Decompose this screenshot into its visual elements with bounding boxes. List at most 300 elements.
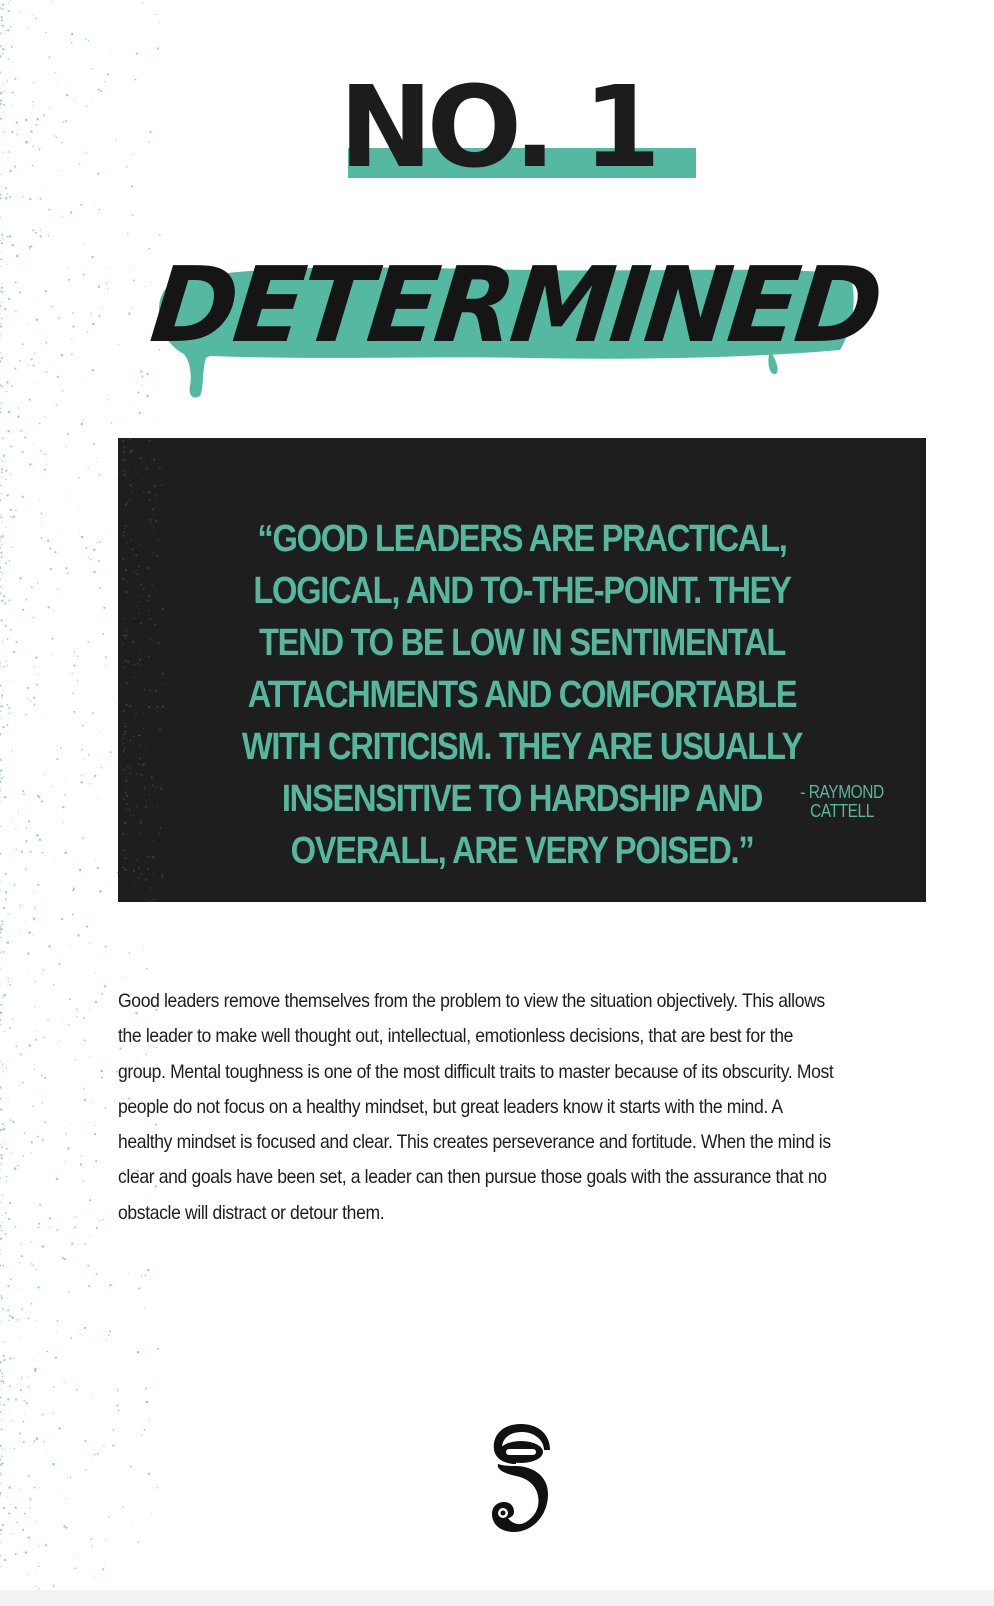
edge-dot xyxy=(129,768,130,769)
speckle-dot xyxy=(108,1334,110,1336)
speckle-dot xyxy=(0,7,1,9)
edge-dot xyxy=(133,736,135,738)
speckle-dot xyxy=(45,290,47,292)
speckle-dot xyxy=(8,599,10,601)
speckle-dot xyxy=(99,209,100,210)
speckle-dot xyxy=(0,352,1,353)
speckle-dot xyxy=(45,1544,47,1546)
speckle-dot xyxy=(21,1377,22,1378)
speckle-dot xyxy=(57,589,58,590)
speckle-dot xyxy=(9,1027,11,1029)
speckle-dot xyxy=(0,499,1,501)
speckle-dot xyxy=(2,302,3,303)
edge-dot xyxy=(148,491,150,493)
speckle-dot xyxy=(116,1404,118,1406)
edge-dot xyxy=(139,833,140,834)
edge-dot xyxy=(127,660,129,662)
edge-dot xyxy=(150,887,152,889)
speckle-dot xyxy=(38,1588,40,1590)
speckle-dot xyxy=(111,49,112,50)
edge-dot xyxy=(123,537,124,538)
edge-dot xyxy=(133,617,135,619)
speckle-dot xyxy=(52,1,53,2)
speckle-dot xyxy=(140,370,142,372)
edge-dot xyxy=(130,439,132,441)
speckle-dot xyxy=(0,586,1,588)
speckle-dot xyxy=(39,500,40,501)
speckle-dot xyxy=(0,334,1,335)
speckle-dot xyxy=(1,386,3,388)
speckle-dot xyxy=(59,963,61,965)
speckle-dot xyxy=(10,1279,12,1281)
speckle-dot xyxy=(7,1285,9,1287)
edge-dot xyxy=(140,652,141,653)
speckle-dot xyxy=(2,572,3,573)
speckle-dot xyxy=(52,1413,53,1414)
speckle-dot xyxy=(9,712,11,714)
speckle-dot xyxy=(77,1555,78,1556)
edge-dot xyxy=(157,711,158,712)
speckle-dot xyxy=(8,10,10,12)
speckle-dot xyxy=(52,638,54,640)
speckle-dot xyxy=(73,1217,74,1218)
speckle-dot xyxy=(68,279,70,281)
speckle-dot xyxy=(53,1585,55,1587)
speckle-dot xyxy=(11,1152,12,1153)
speckle-dot xyxy=(146,968,147,969)
edge-dot xyxy=(130,451,132,453)
speckle-dot xyxy=(1,920,3,922)
speckle-dot xyxy=(44,1077,46,1079)
speckle-dot xyxy=(46,1452,47,1453)
speckle-dot xyxy=(0,968,1,969)
speckle-dot xyxy=(133,279,135,281)
speckle-dot xyxy=(0,1411,1,1413)
speckle-dot xyxy=(31,1303,33,1305)
edge-dot xyxy=(127,756,128,757)
speckle-dot xyxy=(72,325,74,327)
speckle-dot xyxy=(64,781,65,782)
speckle-dot xyxy=(0,326,2,328)
speckle-dot xyxy=(19,1262,20,1263)
speckle-dot xyxy=(57,1320,59,1322)
speckle-dot xyxy=(0,1019,1,1021)
speckle-dot xyxy=(9,1357,11,1359)
edge-dot xyxy=(122,578,124,580)
speckle-dot xyxy=(114,1282,115,1283)
edge-dot xyxy=(148,794,150,796)
speckle-dot xyxy=(94,859,95,860)
speckle-dot xyxy=(9,680,10,681)
speckle-dot xyxy=(62,216,63,217)
edge-dot xyxy=(153,659,154,660)
page-title-text: DETERMINED xyxy=(145,244,885,366)
edge-dot xyxy=(133,677,135,679)
edge-dot xyxy=(127,697,128,698)
edge-dot xyxy=(136,546,137,547)
speckle-dot xyxy=(94,1576,95,1577)
edge-dot xyxy=(161,874,163,876)
speckle-dot xyxy=(0,560,1,561)
speckle-dot xyxy=(99,587,101,589)
speckle-dot xyxy=(0,1015,1,1016)
speckle-dot xyxy=(68,1024,70,1026)
speckle-dot xyxy=(11,931,12,932)
speckle-dot xyxy=(90,1009,91,1010)
edge-dot xyxy=(126,766,127,767)
speckle-dot xyxy=(56,1229,58,1231)
speckle-dot xyxy=(3,1507,5,1509)
edge-dot xyxy=(148,595,150,597)
edge-dot xyxy=(161,885,162,886)
speckle-dot xyxy=(10,984,12,986)
speckle-dot xyxy=(151,1514,152,1515)
speckle-dot xyxy=(3,1355,5,1357)
edge-dot xyxy=(123,666,125,668)
edge-dot xyxy=(128,477,129,478)
speckle-dot xyxy=(106,283,107,284)
speckle-dot xyxy=(113,1429,115,1431)
speckle-dot xyxy=(36,383,37,384)
edge-dot xyxy=(130,685,131,686)
speckle-dot xyxy=(80,204,82,206)
speckle-dot xyxy=(3,455,5,457)
speckle-dot xyxy=(73,651,75,653)
edge-dot xyxy=(143,467,144,468)
edge-dot xyxy=(148,499,150,501)
speckle-dot xyxy=(54,859,55,860)
speckle-dot xyxy=(4,308,6,310)
speckle-dot xyxy=(23,1441,25,1443)
speckle-dot xyxy=(99,890,102,893)
speckle-dot xyxy=(96,542,98,544)
speckle-dot xyxy=(89,1056,90,1057)
speckle-dot xyxy=(0,45,1,47)
speckle-dot xyxy=(88,557,89,558)
edge-dot xyxy=(137,606,138,607)
speckle-dot xyxy=(1,923,3,925)
edge-dot xyxy=(146,800,147,801)
speckle-dot xyxy=(33,365,35,367)
edge-dot xyxy=(149,638,151,640)
edge-dot xyxy=(148,656,150,658)
speckle-dot xyxy=(0,890,1,891)
speckle-dot xyxy=(0,1061,1,1062)
speckle-dot xyxy=(91,256,93,258)
speckle-dot xyxy=(47,540,49,542)
speckle-dot xyxy=(64,1382,65,1383)
speckle-dot xyxy=(49,1218,51,1220)
speckle-dot xyxy=(86,926,88,928)
speckle-dot xyxy=(21,1255,23,1257)
speckle-dot xyxy=(37,583,38,584)
speckle-dot xyxy=(26,1402,28,1404)
speckle-dot xyxy=(24,436,26,438)
edge-dot xyxy=(124,473,126,475)
edge-dot xyxy=(154,624,156,626)
edge-dot xyxy=(138,867,140,869)
speckle-dot xyxy=(8,411,10,413)
speckle-dot xyxy=(5,479,7,481)
edge-dot xyxy=(123,515,124,516)
speckle-dot xyxy=(17,1165,19,1167)
speckle-dot xyxy=(2,1123,4,1125)
speckle-dot xyxy=(0,925,1,927)
speckle-dot xyxy=(97,1453,99,1455)
speckle-dot xyxy=(99,474,101,476)
speckle-dot xyxy=(16,255,19,258)
speckle-dot xyxy=(0,239,1,241)
edge-dot xyxy=(148,706,150,708)
speckle-dot xyxy=(75,1567,77,1569)
edge-dot xyxy=(122,866,124,868)
speckle-dot xyxy=(46,371,47,372)
edge-dot xyxy=(125,438,126,439)
speckle-dot xyxy=(84,1327,86,1329)
edge-dot xyxy=(134,815,135,816)
edge-dot xyxy=(145,878,147,880)
edge-dot xyxy=(123,634,125,636)
speckle-dot xyxy=(7,1309,9,1311)
speckle-dot xyxy=(108,1516,110,1518)
speckle-dot xyxy=(34,1005,35,1006)
speckle-dot xyxy=(35,981,36,982)
speckle-dot xyxy=(2,961,3,962)
speckle-dot xyxy=(8,981,9,982)
speckle-dot xyxy=(10,256,11,257)
edge-dot xyxy=(143,763,145,765)
edge-dot xyxy=(158,642,160,644)
speckle-dot xyxy=(49,548,51,550)
speckle-dot xyxy=(14,367,16,369)
speckle-dot xyxy=(11,385,13,387)
edge-dot xyxy=(141,873,143,875)
speckle-dot xyxy=(96,1273,98,1275)
speckle-dot xyxy=(27,952,30,955)
speckle-dot xyxy=(90,1538,92,1540)
speckle-dot xyxy=(0,619,2,621)
speckle-dot xyxy=(1,19,3,21)
speckle-dot xyxy=(25,1551,28,1554)
speckle-dot xyxy=(93,549,95,551)
speckle-dot xyxy=(19,1432,21,1434)
speckle-dot xyxy=(49,1227,50,1228)
speckle-dot xyxy=(95,972,96,973)
speckle-dot xyxy=(13,1358,14,1359)
speckle-dot xyxy=(10,516,12,518)
speckle-dot xyxy=(29,1376,30,1377)
speckle-dot xyxy=(3,1409,4,1410)
speckle-dot xyxy=(57,750,58,751)
speckle-dot xyxy=(40,198,42,200)
edge-dot xyxy=(123,822,124,823)
speckle-dot xyxy=(42,1139,44,1141)
speckle-dot xyxy=(53,984,55,986)
speckle-dot xyxy=(141,1275,143,1277)
speckle-dot xyxy=(59,317,61,319)
speckle-dot xyxy=(56,404,58,406)
speckle-dot xyxy=(97,458,98,459)
speckle-dot xyxy=(63,1525,65,1527)
speckle-dot xyxy=(148,1473,150,1475)
speckle-dot xyxy=(36,1570,37,1571)
edge-dot xyxy=(131,491,132,492)
speckle-dot xyxy=(0,55,1,58)
speckle-dot xyxy=(0,880,1,881)
speckle-dot xyxy=(28,365,29,366)
speckle-dot xyxy=(144,1308,145,1309)
speckle-dot xyxy=(0,33,1,35)
speckle-dot xyxy=(34,666,35,667)
speckle-dot xyxy=(32,1264,34,1266)
speckle-dot xyxy=(81,775,82,776)
speckle-dot xyxy=(15,1045,17,1047)
speckle-dot xyxy=(71,354,73,356)
speckle-dot xyxy=(4,498,5,499)
speckle-dot xyxy=(20,1244,21,1245)
speckle-dot xyxy=(93,443,95,445)
edge-dot xyxy=(138,613,140,615)
speckle-dot xyxy=(128,1273,129,1274)
speckle-dot xyxy=(25,868,27,870)
speckle-dot xyxy=(61,918,63,920)
edge-dot xyxy=(152,508,154,510)
edge-dot xyxy=(123,451,125,453)
speckle-dot xyxy=(66,567,68,569)
speckle-dot xyxy=(28,931,31,934)
speckle-dot xyxy=(32,1105,34,1107)
speckle-dot xyxy=(19,360,21,362)
speckle-dot xyxy=(0,1542,1,1544)
speckle-dot xyxy=(19,931,20,932)
speckle-dot xyxy=(82,749,84,751)
speckle-dot xyxy=(1,521,2,522)
speckle-dot xyxy=(39,1204,41,1206)
edge-dot xyxy=(126,809,128,811)
edge-dot xyxy=(150,522,152,524)
edge-dot xyxy=(130,815,131,816)
edge-dot xyxy=(132,640,134,642)
speckle-dot xyxy=(9,196,11,198)
speckle-dot xyxy=(70,1476,71,1477)
speckle-dot xyxy=(38,922,39,923)
speckle-dot xyxy=(0,1529,2,1531)
speckle-dot xyxy=(28,1317,30,1319)
speckle-dot xyxy=(39,423,41,425)
edge-dot xyxy=(122,737,124,739)
speckle-dot xyxy=(1,318,3,320)
edge-dot xyxy=(126,704,128,706)
speckle-dot xyxy=(1,516,3,518)
speckle-dot xyxy=(0,1086,2,1089)
speckle-dot xyxy=(80,781,83,784)
edge-dot xyxy=(129,705,131,707)
speckle-dot xyxy=(15,849,16,850)
speckle-dot xyxy=(117,1389,119,1391)
speckle-dot xyxy=(11,818,12,819)
edge-dot xyxy=(125,459,127,461)
edge-dot xyxy=(148,610,150,612)
speckle-dot xyxy=(0,193,1,195)
speckle-dot xyxy=(42,852,44,854)
speckle-dot xyxy=(62,1257,64,1259)
edge-dot xyxy=(122,833,124,835)
edge-dot xyxy=(132,449,134,451)
quote-block xyxy=(118,438,926,902)
speckle-dot xyxy=(111,422,112,423)
speckle-dot xyxy=(68,1124,69,1125)
speckle-dot xyxy=(131,307,132,308)
edge-dot xyxy=(122,558,124,560)
speckle-dot xyxy=(0,801,1,802)
speckle-dot xyxy=(130,1466,132,1468)
edge-dot xyxy=(126,772,127,773)
speckle-dot xyxy=(11,326,12,327)
speckle-dot xyxy=(1,1428,3,1430)
speckle-dot xyxy=(1,1157,3,1159)
speckle-dot xyxy=(78,508,79,509)
edge-dot xyxy=(125,525,127,527)
speckle-dot xyxy=(25,922,26,923)
speckle-dot xyxy=(0,1389,1,1390)
speckle-dot xyxy=(1,1295,3,1297)
speckle-dot xyxy=(57,376,59,378)
speckle-dot xyxy=(100,1070,103,1073)
speckle-dot xyxy=(0,384,1,386)
edge-dot xyxy=(143,786,145,788)
speckle-dot xyxy=(100,732,101,733)
speckle-dot xyxy=(37,1136,39,1138)
speckle-dot xyxy=(20,1053,22,1055)
edge-dot xyxy=(151,901,153,902)
speckle-dot xyxy=(8,58,10,60)
speckle-dot xyxy=(76,1016,77,1017)
speckle-dot xyxy=(35,656,37,658)
speckle-dot xyxy=(7,264,8,265)
speckle-dot xyxy=(2,951,4,953)
speckle-dot xyxy=(85,39,86,40)
edge-dot xyxy=(125,630,126,631)
speckle-dot xyxy=(61,354,64,357)
edge-dot xyxy=(139,457,141,459)
speckle-dot xyxy=(19,291,21,293)
s-monogram-icon xyxy=(486,1420,556,1536)
speckle-dot xyxy=(0,937,1,938)
speckle-dot xyxy=(23,1400,25,1402)
speckle-dot xyxy=(8,1098,9,1099)
speckle-dot xyxy=(146,373,148,375)
speckle-dot xyxy=(36,18,37,19)
speckle-dot xyxy=(47,1020,49,1022)
speckle-dot xyxy=(43,1441,44,1442)
speckle-dot xyxy=(88,754,90,756)
speckle-dot xyxy=(77,656,79,658)
speckle-dot xyxy=(93,1396,94,1397)
speckle-dot xyxy=(36,1031,37,1032)
speckle-dot xyxy=(77,934,80,937)
speckle-dot xyxy=(80,1163,82,1165)
edge-dot xyxy=(139,877,140,878)
speckle-dot xyxy=(2,283,3,284)
speckle-dot xyxy=(0,1129,3,1132)
speckle-dot xyxy=(0,733,1,735)
speckle-dot xyxy=(94,1454,96,1456)
speckle-dot xyxy=(79,1334,80,1335)
speckle-dot xyxy=(64,1258,66,1260)
speckle-dot xyxy=(84,1243,86,1245)
edge-dot xyxy=(159,827,161,829)
speckle-dot xyxy=(1,1004,3,1006)
